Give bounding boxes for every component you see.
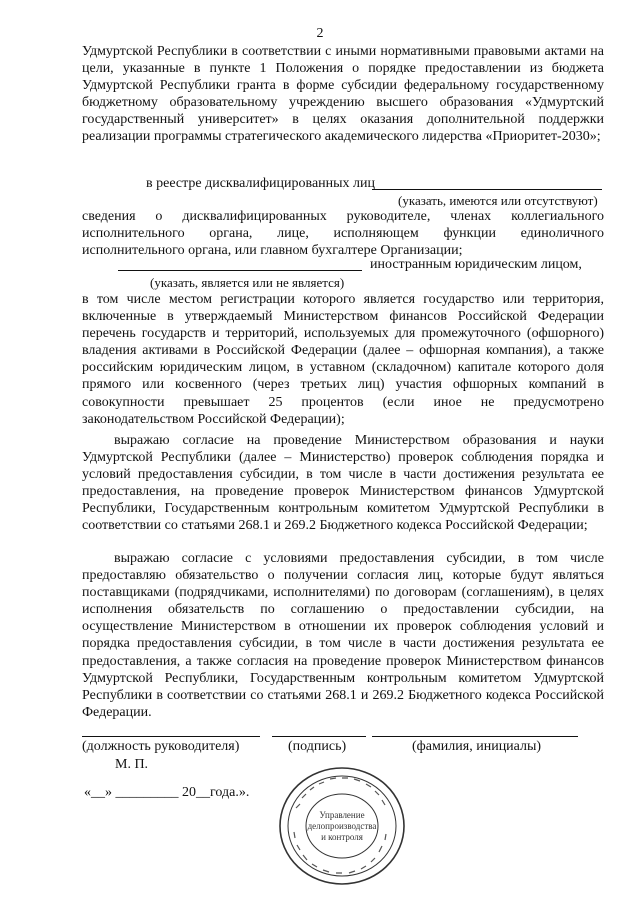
registry-paragraph xyxy=(82,208,604,259)
position-label: (должность руководителя) xyxy=(82,739,240,754)
foreign-text: в том числе местом регистрации которого является государство или территория, включенные в утверждаемый Министерством финансов Российской Федерации перечень государств и территорий, используемых для промежуточного (офшорного) владения активами в Российской Федерации (далее – офшорная компания), а также российским юридическим лицом, в уставном (складочном) капитале которого доля прямого или косвенного (через третьих лиц) участия офшорных компаний в совокупности превышает 25 процентов (если иное не предусмотрено законодательством Российской Федерации); xyxy=(82,292,604,427)
consent-paragraph-2 xyxy=(82,550,604,721)
consent-text-2: выражаю согласие с условиями предоставления субсидии, в том числе предоставляю обязательство о получении согласия лиц, которые будут являться поставщиками (подрядчиками, исполнителями) по договорам (соглашениям), в целях исполнения обязательств по соглашению о предоставлении субсидии, на осуществление Министерством в отношении их проверок соблюдения условий и порядка предоставления субсидии, в том числе в части достижения результата ее предоставления, а также согласия на проведение проверок Министерством финансов Удмуртской Республики, Государственным контрольным комитетом Удмуртской Республики в соответствии со статьями 268.1 и 269.2 Бюджетного кодекса Российской Федерации. xyxy=(82,551,604,720)
intro-text: Удмуртской Республики в соответствии с иными нормативными правовыми актами на цели, указанные в пункте 1 Положения о порядке предоставлении из бюджета Удмуртской Республики гранта в форме субсидии федеральному государственному бюджетному образовательному учреждению высшего образования «Удмуртский государственный университет» в целях оказания дополнительной поддержки реализации программы стратегического академического лидерства «Приоритет-2030»; xyxy=(82,44,604,145)
consent-paragraph-1 xyxy=(82,432,604,535)
foreign-paragraph xyxy=(82,291,604,428)
registry-line-label: в реестре дисквалифицированных лиц xyxy=(146,176,376,191)
registry-blank xyxy=(372,189,602,190)
foreign-blank xyxy=(118,270,362,271)
name-blank xyxy=(372,736,578,737)
name-label: (фамилия, инициалы) xyxy=(412,739,542,754)
stamp-line-2: делопроизводства xyxy=(307,821,377,831)
signature-label: (подпись) xyxy=(288,739,347,754)
foreign-hint: (указать, является или не является) xyxy=(150,275,345,290)
consent-text-1: выражаю согласие на проведение Министерством образования и науки Удмуртской Республики (далее – Министерство) проверок соблюдения порядка и условий предоставления субсидии, в том числе в части достижения результата ее предоставления, на проведение проверок Министерством финансов Удмуртской Республики, Государственным контрольным комитетом Удмуртской Республики в соответствии со статьями 268.1 и 269.2 Бюджетного кодекса Российской Федерации; xyxy=(82,433,604,534)
seal-place-label: М. П. xyxy=(115,757,149,772)
registry-text: сведения о дисквалифицированных руководителе, членах коллегиального исполнительного органа, лице, исполняющем функции единоличного исполнительного органа, или главном бухгалтере Организации; xyxy=(82,209,604,259)
page-number: 2 xyxy=(316,26,324,41)
date-line: «__» _________ 20__года.». xyxy=(84,785,250,800)
stamp-line-3: и контроля xyxy=(321,832,363,842)
signature-blank xyxy=(272,736,366,737)
foreign-line-label: иностранным юридическим лицом, xyxy=(370,257,582,272)
official-stamp xyxy=(272,760,412,890)
stamp-line-1: Управление xyxy=(319,810,365,820)
registry-hint: (указать, имеются или отсутствуют) xyxy=(398,193,598,208)
intro-paragraph xyxy=(82,43,604,146)
position-blank xyxy=(82,736,260,737)
